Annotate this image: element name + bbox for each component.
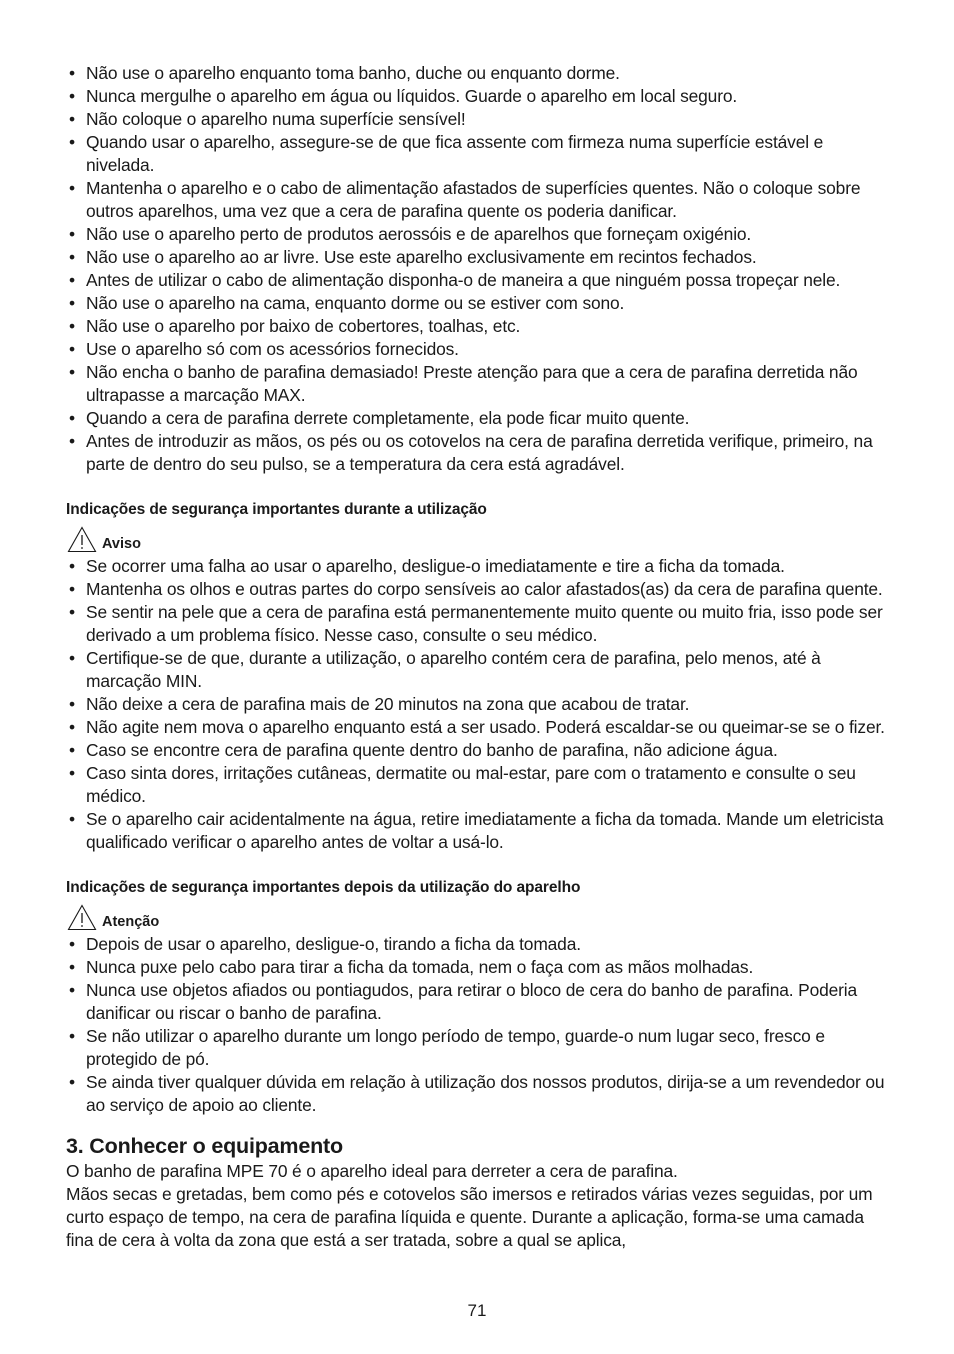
page-number: 71 xyxy=(467,1301,487,1320)
warning-label: Aviso xyxy=(102,536,141,552)
list-item: • Se o aparelho cair acidentalmente na água, retire imediatamente a ficha da tomada. Mande um eletricista qualificado verificar o aparelho antes de voltar a usá-lo. xyxy=(66,808,890,854)
after-bullet-list xyxy=(66,933,890,1117)
list-item: • Não agite nem mova o aparelho enquanto está a ser usado. Poderá escaldar-se ou queimar-se se o fizer. xyxy=(66,716,890,739)
section-title: 3. Conhecer o equipamento xyxy=(66,1134,343,1158)
list-item: • Certifique-se de que, durante a utilização, o aparelho contém cera de parafina, pelo menos, até à marcação MIN. xyxy=(66,647,890,693)
list-item: • Quando a cera de parafina derrete completamente, ela pode ficar muito quente. xyxy=(66,407,890,430)
warning-notice-after xyxy=(66,901,890,931)
list-item: • Nunca puxe pelo cabo para tirar a ficha da tomada, nem o faça com as mãos molhadas. xyxy=(66,956,890,979)
intro-bullet-list xyxy=(66,62,890,476)
list-item: • Não use o aparelho perto de produtos aerossóis e de aparelhos que forneçam oxigénio. xyxy=(66,223,890,246)
list-item: • Se sentir na pele que a cera de parafina está permanentemente muito quente ou muito fria, isso pode ser derivado a um problema físico. Nesse caso, consulte o seu médico. xyxy=(66,601,890,647)
list-item: • Não use o aparelho ao ar livre. Use este aparelho exclusivamente em recintos fechados. xyxy=(66,246,890,269)
list-item: • Use o aparelho só com os acessórios fornecidos. xyxy=(66,338,890,361)
section-paragraph: Mãos secas e gretadas, bem como pés e cotovelos são imersos e retirados várias vezes seguidas, por um curto espaço de tempo, na cera de parafina líquida e quente. Durante a aplicação, forma-se uma camada fina de cera à volta da zona que está a ser tratada, sobre a qual se aplica, xyxy=(66,1184,873,1250)
list-item: • Depois de usar o aparelho, desligue-o, tirando a ficha da tomada. xyxy=(66,933,890,956)
warning-triangle-icon xyxy=(67,526,97,553)
list-item: • Quando usar o aparelho, assegure-se de que fica assente com firmeza numa superfície estável e nivelada. xyxy=(66,131,890,177)
list-item: • Nunca use objetos afiados ou pontiagudos, para retirar o bloco de cera do banho de parafina. Poderia danificar ou riscar o banho de parafina. xyxy=(66,979,890,1025)
list-item: • Não use o aparelho enquanto toma banho, duche ou enquanto dorme. xyxy=(66,62,890,85)
list-item: • Se ocorrer uma falha ao usar o aparelho, desligue-o imediatamente e tire a ficha da tomada. xyxy=(66,555,890,578)
list-item: • Se não utilizar o aparelho durante um longo período de tempo, guarde-o num lugar seco, fresco e protegido de pó. xyxy=(66,1025,890,1071)
list-item: • Mantenha o aparelho e o cabo de alimentação afastados de superfícies quentes. Não o coloque sobre outros aparelhos, uma vez que a cera de parafina quente os poderia danificar. xyxy=(66,177,890,223)
document-page xyxy=(66,62,890,1252)
list-item: • Não use o aparelho por baixo de cobertores, toalhas, etc. xyxy=(66,315,890,338)
during-use-heading: Indicações de segurança importantes durante a utilização xyxy=(66,501,487,518)
warning-notice-during xyxy=(66,523,890,553)
list-item: • Antes de utilizar o cabo de alimentação disponha-o de maneira a que ninguém possa tropeçar nele. xyxy=(66,269,890,292)
after-use-heading: Indicações de segurança importantes depois da utilização do aparelho xyxy=(66,879,581,896)
list-item: • Não use o aparelho na cama, enquanto dorme ou se estiver com sono. xyxy=(66,292,890,315)
during-bullet-list xyxy=(66,555,890,854)
list-item: • Caso se encontre cera de parafina quente dentro do banho de parafina, não adicione água. xyxy=(66,739,890,762)
list-item: • Se ainda tiver qualquer dúvida em relação à utilização dos nossos produtos, dirija-se a um revendedor ou ao serviço de apoio ao cliente. xyxy=(66,1071,890,1117)
list-item: • Nunca mergulhe o aparelho em água ou líquidos. Guarde o aparelho em local seguro. xyxy=(66,85,890,108)
list-item: • Não deixe a cera de parafina mais de 20 minutos na zona que acabou de tratar. xyxy=(66,693,890,716)
warning-label: Atenção xyxy=(102,914,160,930)
list-item: • Mantenha os olhos e outras partes do corpo sensíveis ao calor afastados(as) da cera de parafina quente. xyxy=(66,578,890,601)
list-item: • Caso sinta dores, irritações cutâneas, dermatite ou mal-estar, pare com o tratamento e consulte o seu médico. xyxy=(66,762,890,808)
list-item: • Não encha o banho de parafina demasiado! Preste atenção para que a cera de parafina derretida não ultrapasse a marcação MAX. xyxy=(66,361,890,407)
list-item: • Não coloque o aparelho numa superfície sensível! xyxy=(66,108,890,131)
warning-triangle-icon xyxy=(67,904,97,931)
list-item: • Antes de introduzir as mãos, os pés ou os cotovelos na cera de parafina derretida verifique, primeiro, na parte de dentro do seu pulso, se a temperatura da cera está agradável. xyxy=(66,430,890,476)
section-paragraph: O banho de parafina MPE 70 é o aparelho ideal para derreter a cera de parafina. xyxy=(66,1161,678,1181)
